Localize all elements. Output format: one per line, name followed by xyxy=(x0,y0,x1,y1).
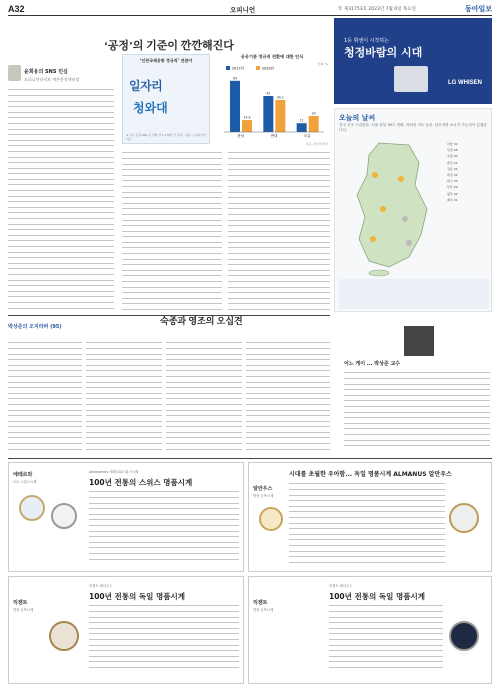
german-ad-1-headline: 100년 전통의 독일 명품시계 xyxy=(89,592,185,601)
chart-source: 자료: 한국리서치 xyxy=(305,142,328,146)
word-cloud-second-word: 청와대 xyxy=(133,101,168,115)
second-body-2 xyxy=(86,340,162,456)
chart-category-label: 모름 xyxy=(304,134,311,138)
watch-image xyxy=(51,503,77,529)
legend-label: 2017년 xyxy=(232,66,244,71)
series-tag: 박상준의 오지라퍼 (95) xyxy=(8,324,62,330)
chart-bar xyxy=(263,96,273,132)
side-column xyxy=(334,318,492,454)
survey-chart xyxy=(214,54,330,146)
air-conditioner-image xyxy=(394,66,428,92)
chart-bar xyxy=(242,120,252,132)
whisen-ad-line-2: 청정바람의 시대 xyxy=(344,46,423,59)
chart-value-label: 64 xyxy=(232,76,238,81)
swiss-ad-headline: 100년 전통의 스위스 명품시계 xyxy=(89,478,193,487)
german-ad-1-body xyxy=(89,603,239,679)
whisen-brand: LG WHISEN xyxy=(448,80,482,86)
column-body-2 xyxy=(122,150,222,315)
watch-image xyxy=(49,621,79,651)
german-watch-ad-1[interactable] xyxy=(8,576,244,684)
chart-bar xyxy=(309,116,319,132)
german-ad-2-tag: 리젠트 필리우스 xyxy=(329,584,353,588)
weather-title: 오늘의 날씨 xyxy=(339,114,376,122)
swiss-ad-body xyxy=(89,489,239,567)
word-cloud-main-word: 일자리 xyxy=(129,79,163,93)
city-temperature: 서울 30 xyxy=(447,142,458,146)
swiss-ad-tag: Aeronomics 에테르와스위스시계 xyxy=(89,470,139,474)
issue-date: 年 제31753호 2023년 7월 6일 목요일 xyxy=(338,7,416,12)
german-ad-1-brand: 리젠트 xyxy=(13,600,28,606)
swiss-watch-ad[interactable] xyxy=(8,462,244,572)
watch-image xyxy=(449,621,479,651)
weather-description: 전국 곳곳 구름많음. 서울 한낮 30도 안팎, 자외선 지수 높음. 남부지방 소나기 가능성이 있겠습니다. xyxy=(339,123,487,132)
city-temperature: 광주 32 xyxy=(447,191,458,196)
second-body-3 xyxy=(166,340,242,456)
page-header xyxy=(8,4,492,16)
city-temperature: 대구 33 xyxy=(447,179,458,184)
legend-swatch xyxy=(226,66,230,70)
legend-label: 2020년 xyxy=(262,66,274,71)
german-ad-2-headline: 100년 전통의 독일 명품시계 xyxy=(329,592,425,601)
opinion-column xyxy=(8,18,330,315)
chart-category-label: 찬성 xyxy=(237,134,244,138)
german-ad-2-brand: 리젠트 xyxy=(253,600,268,606)
side-column-kicker: 어느 게이 ... 박상준 교수 xyxy=(344,361,401,367)
second-body-4 xyxy=(246,340,330,456)
city-temperature: 춘천 31 xyxy=(447,160,458,165)
city-temperature: 인천 28 xyxy=(447,148,458,153)
almanus-ad-brand: 알만우스 xyxy=(253,486,273,492)
swiss-ad-brand: 에테르와 xyxy=(13,472,33,478)
chart-title: 공공기관 정규직 전환에 대한 인식 xyxy=(240,54,304,59)
whisen-ad[interactable] xyxy=(334,18,492,104)
chart-bar xyxy=(230,81,240,132)
newspaper-logo[interactable]: 동아일보 xyxy=(464,5,492,13)
almanus-watch-ad[interactable] xyxy=(248,462,492,572)
almanus-ad-brand-sub: 명품 손목시계 xyxy=(253,494,274,498)
korea-map xyxy=(339,139,447,277)
city-temperature: 제주 31 xyxy=(447,197,458,202)
weekly-forecast xyxy=(339,279,489,309)
side-column-body xyxy=(344,370,490,454)
writer-photo xyxy=(8,65,21,81)
chart-bar xyxy=(297,123,307,132)
chart-bar xyxy=(275,100,285,132)
second-body-1 xyxy=(8,340,82,456)
almanus-ad-body xyxy=(289,481,445,567)
section-name: 오피니언 xyxy=(230,7,256,14)
chart-unit: 단위: % xyxy=(317,62,328,66)
whisen-ad-line-1: 1등 휘센이 시작하는 xyxy=(344,38,390,44)
writer-name: 윤희웅의 SNS 민심 xyxy=(24,69,68,75)
city-temperature: 강릉 29 xyxy=(447,166,458,171)
german-ad-1-tag: 리젠트 필리우스 xyxy=(89,584,113,588)
chart-plot xyxy=(214,54,330,146)
chart-value-label: 11 xyxy=(299,118,304,123)
city-temperature: 수원 30 xyxy=(447,154,458,159)
watch-image xyxy=(449,503,479,533)
watch-image xyxy=(259,507,283,531)
german-ad-1-brand-sub: 명품 손목시계 xyxy=(13,608,34,612)
watch-image xyxy=(19,495,45,521)
chart-value-label: 45 xyxy=(266,91,271,96)
legend-swatch xyxy=(256,66,260,70)
second-headline[interactable]: 숙종과 영조의 오십견 xyxy=(160,316,243,326)
chart-value-label: 40.1 xyxy=(276,95,284,100)
german-ad-2-brand-sub: 명품 손목시계 xyxy=(253,608,274,612)
column-body-1 xyxy=(8,87,114,315)
word-cloud-title: ‘인천국제공항 정규직’ 연관어 xyxy=(139,58,193,63)
city-temperature: 대전 32 xyxy=(447,173,458,178)
chart-value-label: 14.9 xyxy=(243,115,251,120)
writer-byline xyxy=(24,68,79,83)
page-number: A32 xyxy=(8,4,25,14)
german-ad-2-body xyxy=(329,603,443,679)
word-cloud-graphic xyxy=(122,54,210,144)
ads-divider xyxy=(8,458,492,459)
swiss-ad-brand-sub: 오토 스위스시계 xyxy=(13,480,37,484)
word-cloud-caption: ※ 주요 포털·SNS 등 전체 약 1,178만 건 분석 · 자료: 오피니언라이브 xyxy=(126,133,206,141)
writer-title: 오피니언라이브 여론분석센터장 xyxy=(24,77,80,82)
city-temperature: 부산 29 xyxy=(447,185,458,190)
chart-value-label: 20 xyxy=(311,111,316,116)
german-watch-ad-2[interactable] xyxy=(248,576,492,684)
side-photo xyxy=(404,326,434,356)
column-headline[interactable]: ‘공정’의 기준이 깐깐해진다 xyxy=(104,40,234,52)
column-body-3 xyxy=(228,150,330,315)
city-temperature-list xyxy=(447,141,489,203)
almanus-ad-headline: 시대를 초월한 우아함... 독일 명품시계 ALMANUS 알만우스 xyxy=(289,471,452,478)
chart-category-label: 반대 xyxy=(270,134,278,138)
weather-panel xyxy=(334,108,492,312)
